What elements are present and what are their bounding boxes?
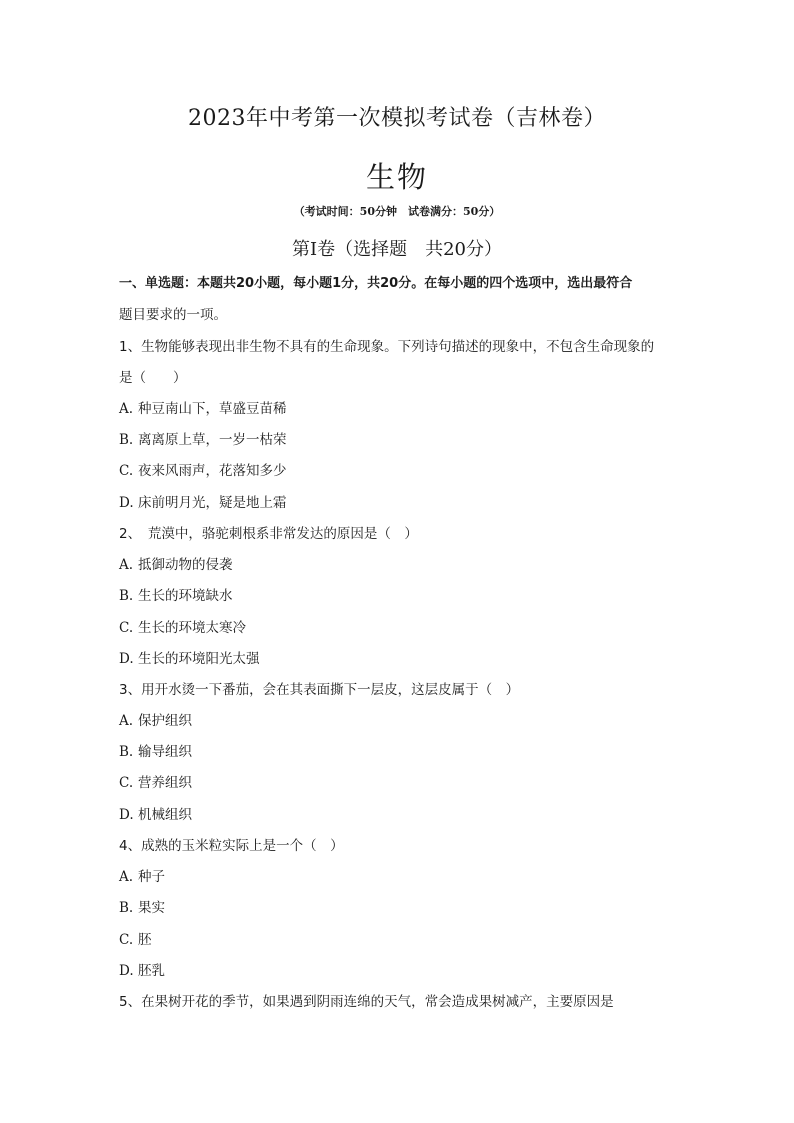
question-3-option-d[interactable] — [119, 805, 689, 825]
subject-title: 生物 — [365, 160, 428, 194]
question-3-option-c[interactable] — [119, 773, 689, 793]
option-text: 离离原上草，一岁一枯荣 — [138, 432, 287, 448]
option-letter: B. — [119, 588, 134, 604]
question-1-option-b[interactable] — [119, 430, 689, 450]
option-letter: A. — [119, 557, 134, 573]
section-instruction-line1: 一、单选题：本题共20小题，每小题1分，共20分。在每小题的四个选项中，选出最符合 — [119, 276, 633, 291]
option-letter: C. — [119, 932, 134, 948]
question-4-option-c[interactable] — [119, 930, 689, 950]
option-letter: B. — [119, 744, 134, 760]
option-text: 生长的环境阳光太强 — [138, 651, 260, 667]
option-text: 营养组织 — [138, 775, 192, 791]
option-letter: C. — [119, 775, 134, 791]
option-text: 保护组织 — [138, 713, 192, 729]
option-letter: D. — [119, 651, 134, 667]
question-3-stem: 3、用开水烫一下番茄，会在其表面撕下一层皮，这层皮属于（ ） — [119, 682, 520, 698]
question-2-option-d[interactable] — [119, 649, 689, 669]
question-1-stem-line2: 是（ ） — [119, 370, 187, 386]
option-text: 夜来风雨声，花落知多少 — [138, 463, 287, 479]
option-text: 输导组织 — [138, 744, 192, 760]
option-letter: B. — [119, 900, 134, 916]
option-letter: A. — [119, 713, 134, 729]
question-1-stem-line1: 1、生物能够表现出非生物不具有的生命现象。下列诗句描述的现象中，不包含生命现象的 — [119, 339, 655, 355]
option-text: 种豆南山下，草盛豆苗稀 — [138, 401, 287, 417]
question-4-option-b[interactable] — [119, 898, 689, 918]
volume-title: 第Ⅰ卷（选择题 共20分） — [291, 239, 502, 260]
option-letter: A. — [119, 401, 134, 417]
question-1-option-d[interactable] — [119, 493, 689, 513]
question-2-option-b[interactable] — [119, 586, 689, 606]
question-4-option-d[interactable] — [119, 961, 689, 981]
question-2-option-a[interactable] — [119, 555, 689, 575]
question-5-stem: 5、在果树开花的季节，如果遇到阴雨连绵的天气，常会造成果树减产，主要原因是 — [119, 994, 614, 1010]
question-3-option-a[interactable] — [119, 711, 689, 731]
option-text: 抵御动物的侵袭 — [138, 557, 233, 573]
option-text: 果实 — [138, 900, 165, 916]
option-text: 床前明月光，疑是地上霜 — [138, 495, 287, 511]
option-text: 机械组织 — [138, 807, 192, 823]
option-text: 种子 — [138, 869, 165, 885]
question-4-stem: 4、成熟的玉米粒实际上是一个（ ） — [119, 838, 344, 854]
option-letter: D. — [119, 807, 134, 823]
option-letter: C. — [119, 463, 134, 479]
option-text: 胚 — [138, 932, 152, 948]
option-letter: D. — [119, 963, 134, 979]
option-letter: C. — [119, 620, 134, 636]
option-text: 胚乳 — [138, 963, 165, 979]
question-1-option-a[interactable] — [119, 399, 689, 419]
question-1-option-c[interactable] — [119, 461, 689, 481]
exam-title: 2023年中考第一次模拟考试卷（吉林卷） — [188, 106, 606, 131]
option-text: 生长的环境缺水 — [138, 588, 233, 604]
exam-info: （考试时间：50分钟 试卷满分：50分） — [293, 205, 501, 218]
option-letter: A. — [119, 869, 134, 885]
question-2-stem: 2、 荒漠中，骆驼刺根系非常发达的原因是（ ） — [119, 526, 418, 542]
question-3-option-b[interactable] — [119, 742, 689, 762]
section-instruction-line2: 题目要求的一项。 — [119, 307, 227, 323]
question-2-option-c[interactable] — [119, 618, 689, 638]
option-letter: B. — [119, 432, 134, 448]
question-4-option-a[interactable] — [119, 867, 689, 887]
option-text: 生长的环境太寒冷 — [138, 620, 246, 636]
option-letter: D. — [119, 495, 134, 511]
